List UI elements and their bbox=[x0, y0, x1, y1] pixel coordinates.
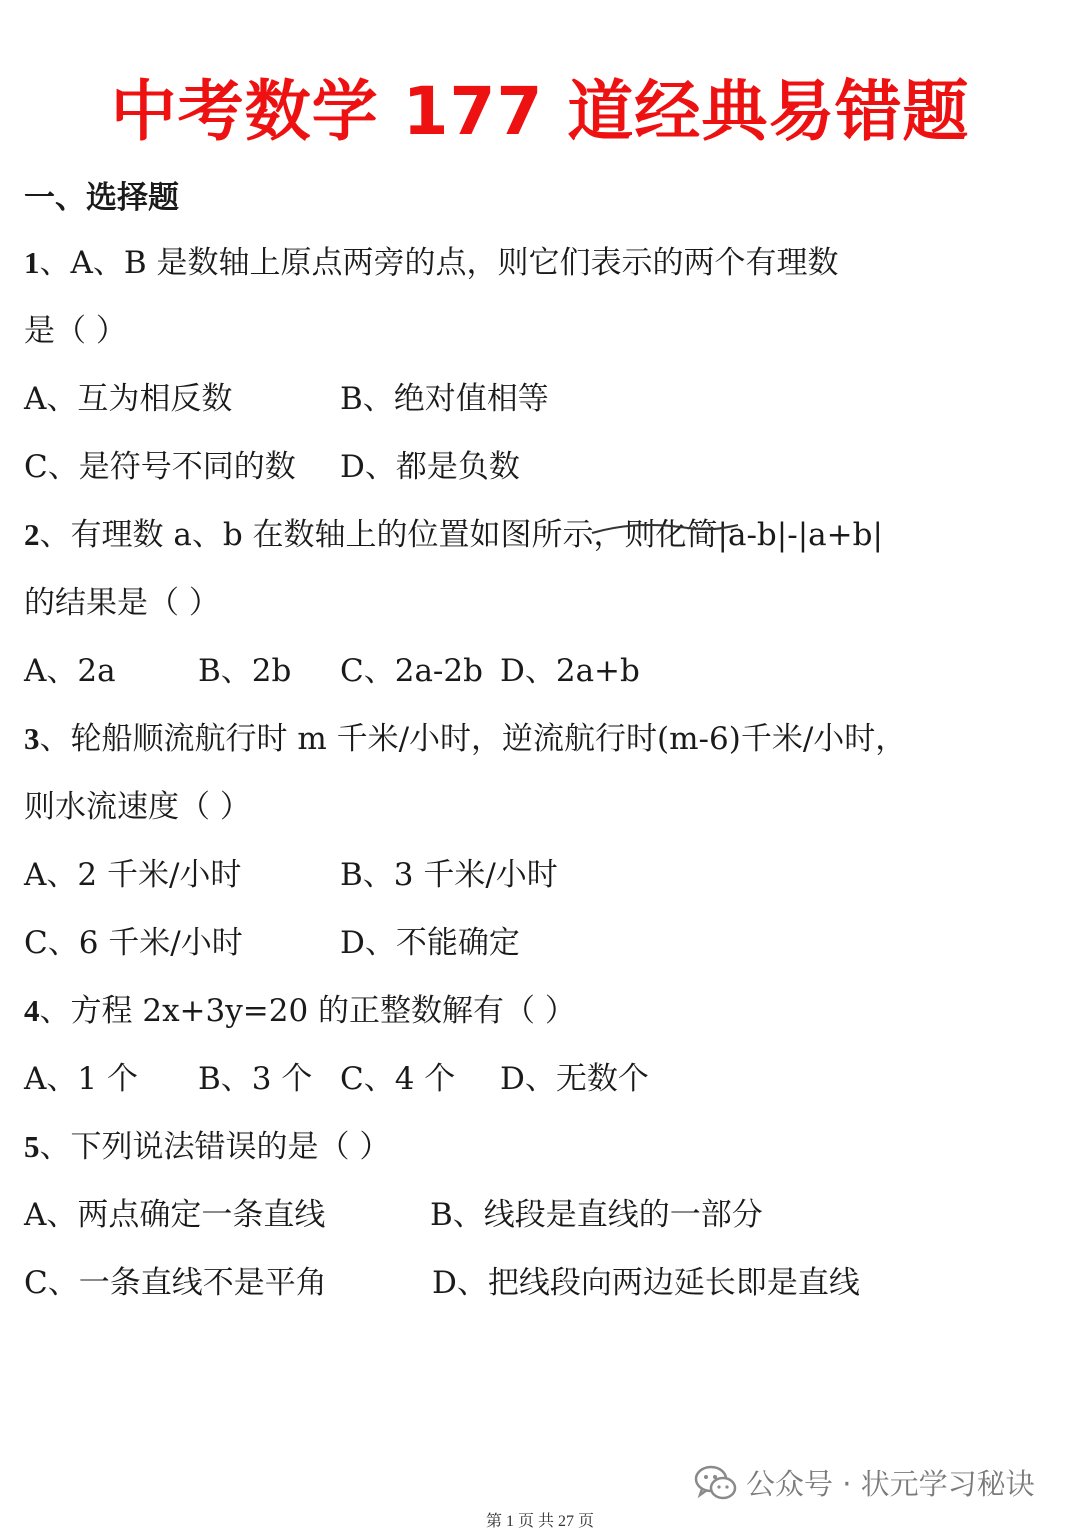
option-c: C、一条直线不是平角 bbox=[24, 1265, 327, 1301]
option-c: C、4 个 bbox=[340, 1061, 456, 1097]
question-1-continued: 是（ ） bbox=[24, 313, 127, 349]
option-b: B、3 千米/小时 bbox=[340, 857, 558, 893]
section-heading: 一、选择题 bbox=[24, 180, 179, 216]
question-2-continued: 的结果是（ ） bbox=[24, 585, 220, 621]
question-1 bbox=[24, 243, 839, 283]
question-4 bbox=[24, 991, 576, 1031]
question-text: 、方程 2x+3y=20 的正整数解有（ ） bbox=[39, 993, 576, 1029]
option-c: C、6 千米/小时 bbox=[24, 925, 243, 961]
wechat-watermark bbox=[694, 1462, 1035, 1503]
question-text: 、下列说法错误的是（ ） bbox=[39, 1129, 391, 1165]
question-3-continued: 则水流速度（ ） bbox=[24, 789, 251, 825]
option-c: C、2a-2b bbox=[340, 653, 483, 689]
page-title: 中考数学 177 道经典易错题 bbox=[110, 73, 970, 150]
option-d: D、不能确定 bbox=[340, 925, 520, 961]
option-a: A、1 个 bbox=[24, 1061, 138, 1097]
wechat-icon bbox=[694, 1463, 738, 1503]
option-b: B、线段是直线的一部分 bbox=[430, 1197, 763, 1233]
option-c: C、是符号不同的数 bbox=[24, 449, 296, 485]
watermark-text: 公众号 · 状元学习秘诀 bbox=[746, 1467, 1035, 1501]
option-d: D、把线段向两边延长即是直线 bbox=[432, 1265, 860, 1301]
option-b: B、3 个 bbox=[198, 1061, 313, 1097]
option-a: A、两点确定一条直线 bbox=[24, 1197, 326, 1233]
option-a: A、2a bbox=[24, 653, 116, 689]
question-text: 、轮船顺流航行时 m 千米/小时，逆流航行时(m-6)千米/小时， bbox=[39, 721, 907, 757]
strike-through-mark bbox=[590, 515, 740, 545]
question-number: 3 bbox=[24, 721, 40, 756]
question-2 bbox=[24, 515, 883, 555]
option-d: D、都是负数 bbox=[340, 449, 520, 485]
question-text: 、A、B 是数轴上原点两旁的点，则它们表示的两个有理数 bbox=[39, 245, 839, 281]
question-number: 2 bbox=[24, 517, 40, 552]
option-a: A、2 千米/小时 bbox=[24, 857, 242, 893]
question-number: 1 bbox=[24, 245, 40, 280]
option-b: B、绝对值相等 bbox=[340, 381, 549, 417]
option-d: D、2a+b bbox=[500, 653, 640, 689]
page-footer: 第 1 页 共 27 页 bbox=[485, 1513, 594, 1530]
question-number: 5 bbox=[24, 1129, 40, 1164]
option-d: D、无数个 bbox=[500, 1061, 649, 1097]
question-5 bbox=[24, 1127, 390, 1167]
question-text: 、有理数 a、b 在数轴上的位置如图所示，则化简|a-b|-|a+b| bbox=[39, 517, 883, 553]
option-b: B、2b bbox=[198, 653, 292, 689]
option-a: A、互为相反数 bbox=[24, 381, 233, 417]
question-3 bbox=[24, 719, 906, 759]
question-number: 4 bbox=[24, 993, 40, 1028]
